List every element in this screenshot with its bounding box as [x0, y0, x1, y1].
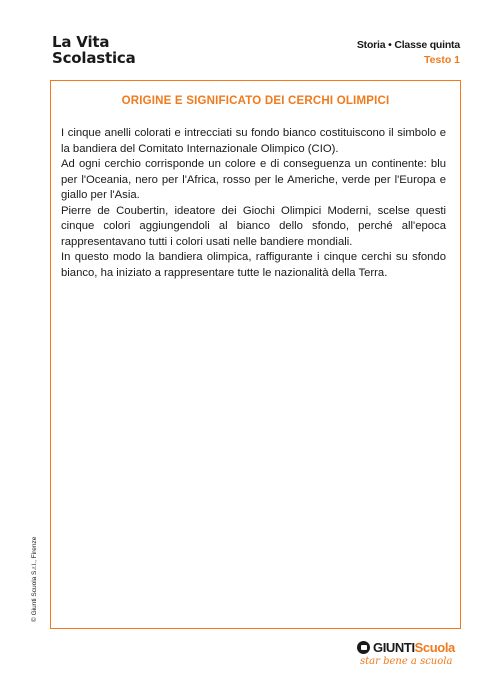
header-info	[357, 39, 460, 67]
copyright-credit: © Giunti Scuola S.r.l., Firenze	[31, 536, 38, 622]
logo-line-2: Scolastica	[52, 49, 136, 67]
paragraph: Pierre de Coubertin, ideatore dei Giochi Olimpici Moderni, scelse questi cinque colori aggiungendoli al bianco dello sfondo, perché all'epoca rappresentavano tutti i colori usati nelle bandiere mondiali.	[61, 204, 446, 248]
paragraph: In questo modo la bandiera olimpica, raffigurante i cinque cerchi su sfondo bianco, ha iniziato a rappresentare tutte le nazionalità della Terra.	[61, 251, 446, 279]
paragraph: Ad ogni cerchio corrisponde un colore e di conseguenza un continente: blu per l'Oceania, nero per l'Africa, rosso per le Americhe, verde per l'Europa e giallo per l'Asia.	[61, 158, 446, 201]
logo-line-1: La Vita	[52, 33, 110, 51]
paragraph: I cinque anelli colorati e intrecciati su fondo bianco costituiscono il simbolo e la bandiera del Comitato Internazionale Olimpico (CIO).	[61, 127, 446, 155]
brand-tagline: star bene a scuola	[360, 656, 453, 667]
text-number-label: Testo 1	[424, 54, 460, 66]
brand-name: GIUNTI	[373, 640, 415, 655]
subject-label: Storia • Classe quinta	[356, 39, 460, 51]
publisher-logo-icon	[357, 641, 370, 654]
brand-sub: Scuola	[414, 640, 455, 655]
publisher-brand	[357, 640, 455, 667]
body-text	[61, 126, 446, 281]
content-frame	[50, 80, 461, 629]
document-title: ORIGINE E SIGNIFICATO DEI CERCHI OLIMPICI	[121, 95, 390, 107]
magazine-logo	[52, 34, 136, 66]
